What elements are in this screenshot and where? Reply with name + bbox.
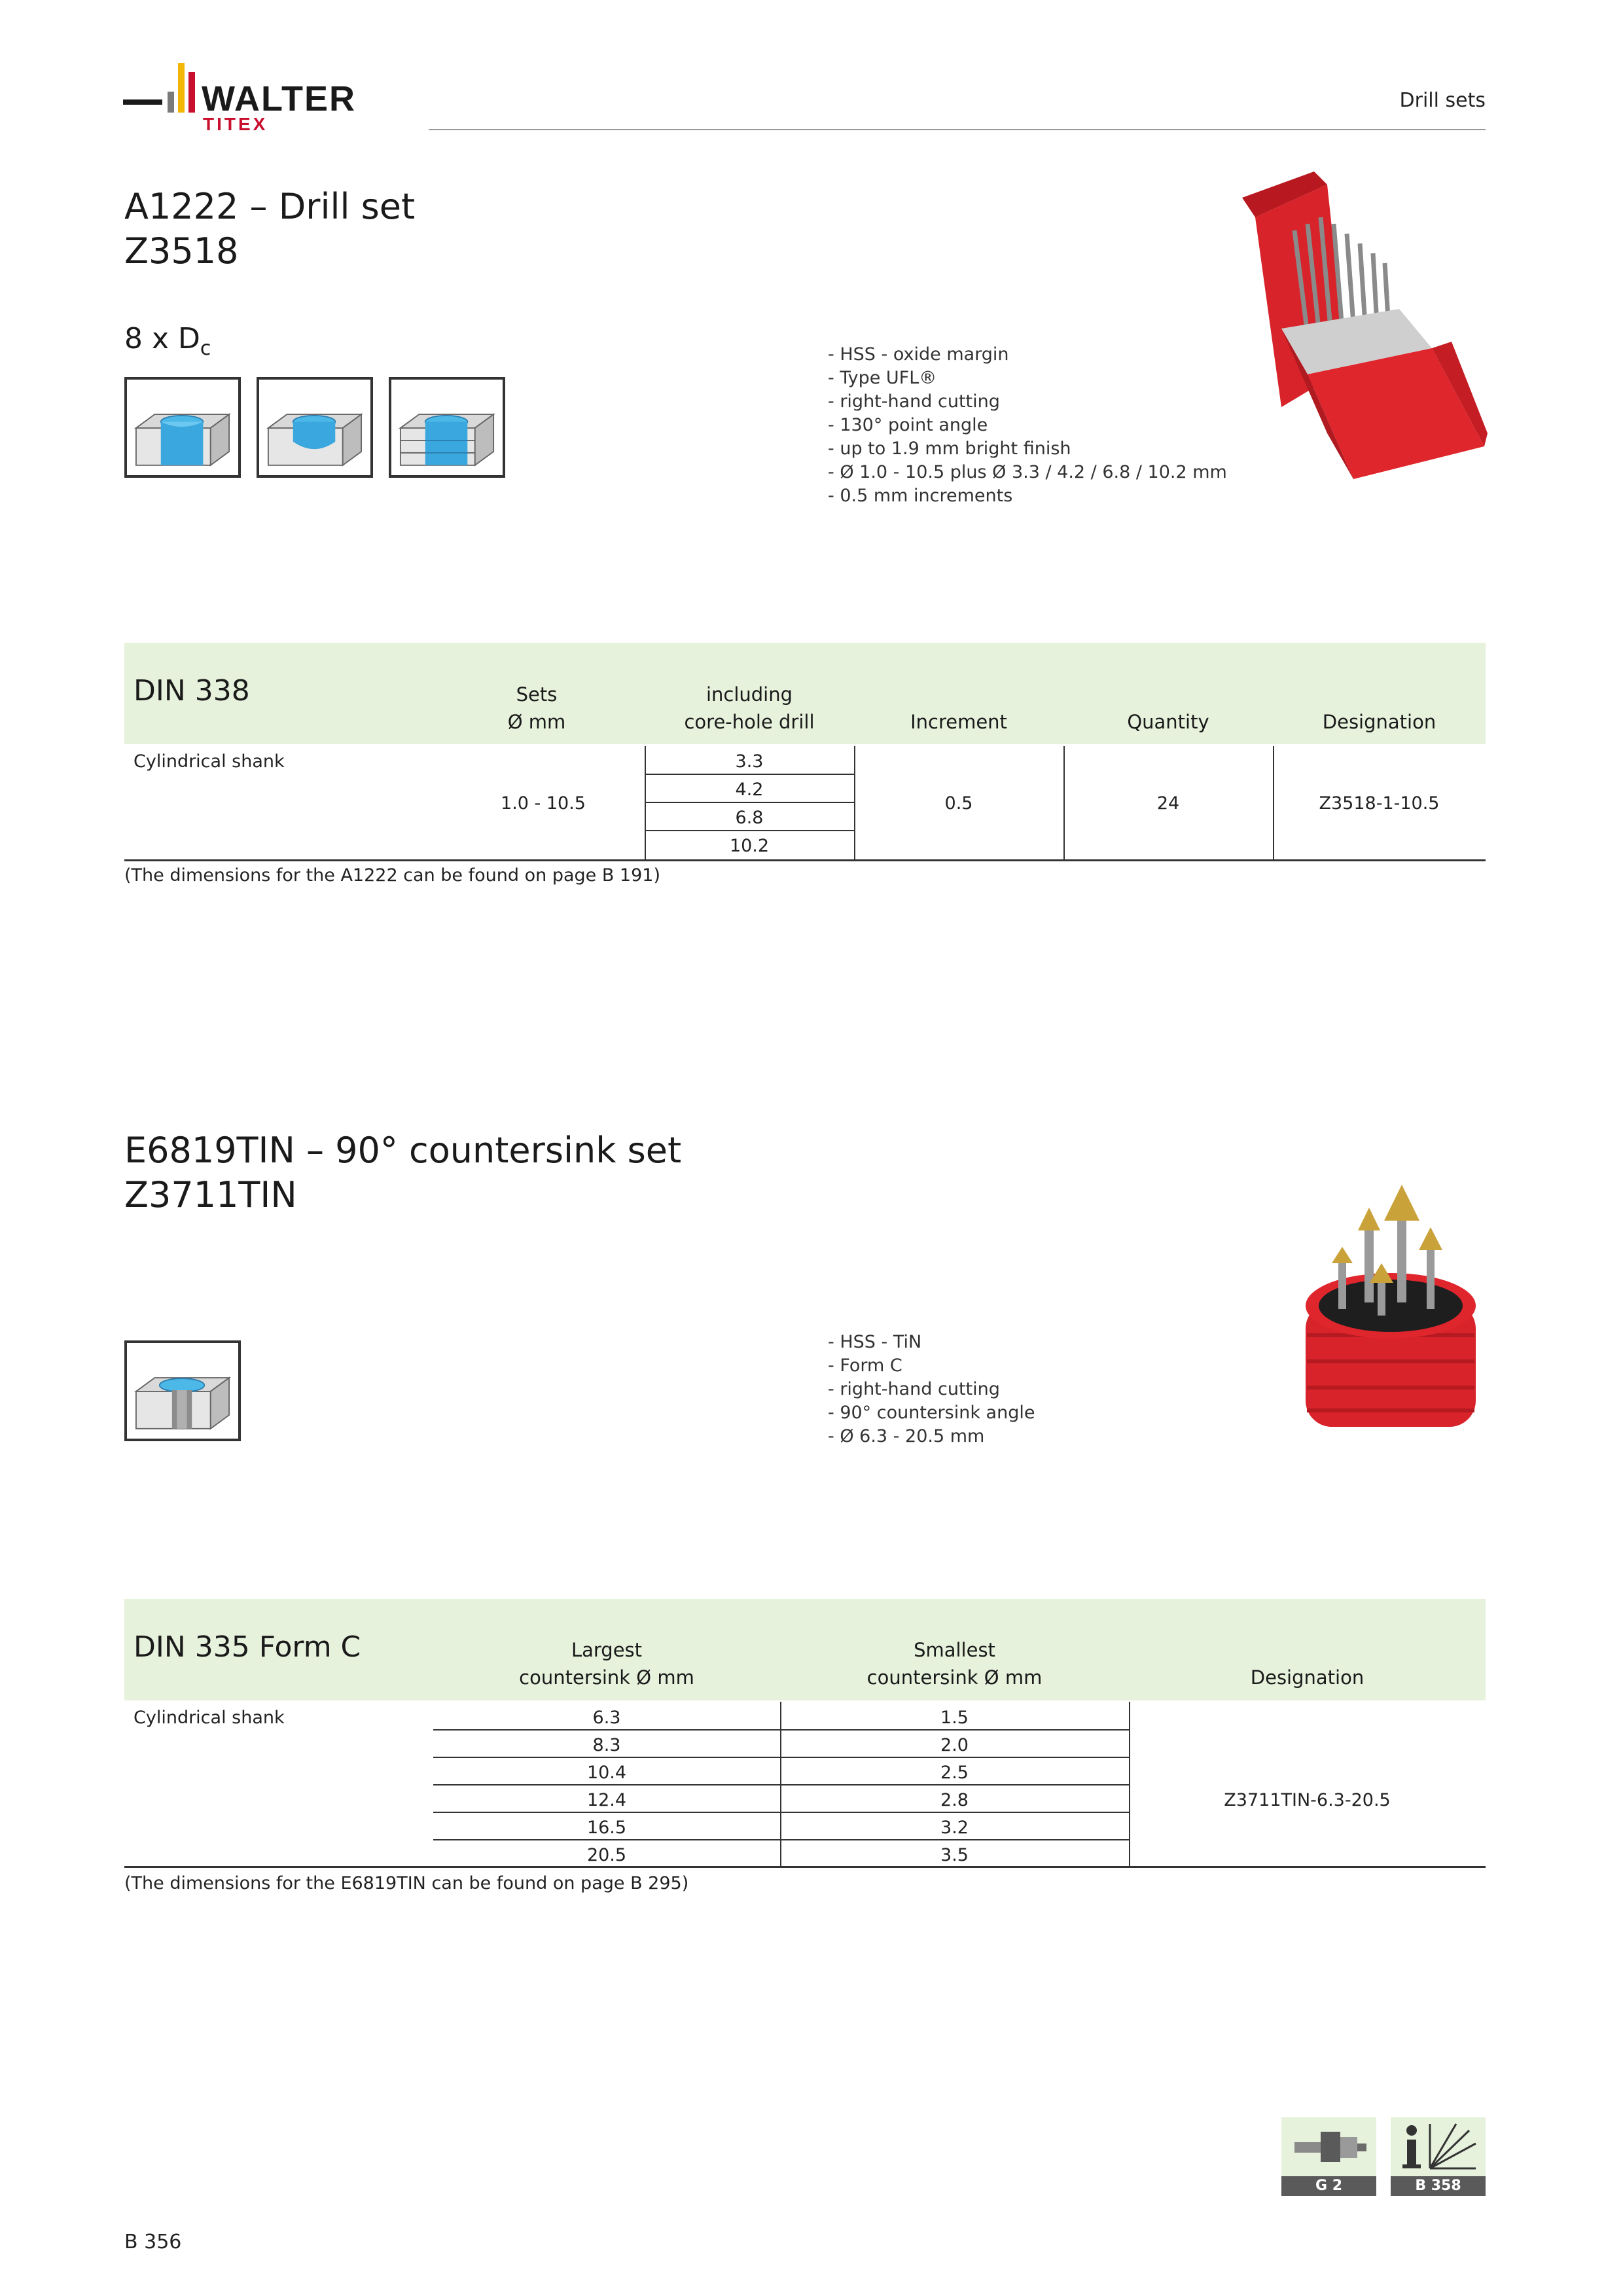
table2-row-divider [433,1784,1129,1785]
col-header-largest [433,1636,780,1691]
tool-holder-icon [1281,2117,1376,2176]
info-chart-icon [1391,2117,1486,2176]
set2-title-line2: Z3711TIN [124,1174,297,1215]
ref-label-g2: G 2 [1281,2176,1376,2196]
sets-value: 1.0 - 10.5 [501,793,586,814]
list-item: - Type UFL® [828,367,1227,390]
core-hole-value: 4.2 [735,780,764,800]
col-header-sets-l2: Ø mm [507,711,566,733]
col-header-smallest [780,1636,1129,1691]
core-hole-value: 10.2 [729,836,770,856]
largest-value: 12.4 [586,1790,627,1810]
table1-row-divider [645,774,854,775]
list-item: - 90° countersink angle [828,1401,1035,1425]
list-item: - right-hand cutting [828,390,1227,414]
countersink-icon [124,1340,241,1441]
smallest-value: 2.8 [940,1790,969,1810]
col-header-designation: Designation [1322,711,1436,733]
depth-prefix: 8 x D [124,322,200,355]
set1-depth-label [124,322,211,360]
col-header-largest-l1: Largest [571,1639,643,1661]
table1-bottom-rule [124,859,1486,861]
drill-set-case-image [1236,171,1488,492]
designation-value: Z3518-1-10.5 [1319,793,1440,814]
largest-value: 16.5 [586,1818,627,1838]
set1-feature-list [828,343,1227,508]
largest-value: 6.3 [592,1708,621,1728]
list-item: - 0.5 mm increments [828,484,1227,508]
largest-value: 20.5 [586,1845,627,1865]
list-item: - Ø 6.3 - 20.5 mm [828,1425,1035,1448]
smallest-value: 3.2 [940,1818,969,1838]
set1-title [124,185,415,274]
set1-title-line1: A1222 – Drill set [124,186,416,227]
header-divider [429,129,1486,130]
list-item: - HSS - TiN [828,1331,1035,1354]
set2-title [124,1128,681,1217]
header-section-label: Drill sets [1399,89,1486,112]
list-item: - 130° point angle [828,414,1227,437]
largest-value: 10.4 [586,1763,627,1783]
ref-tile-g2[interactable] [1281,2117,1376,2196]
col-header-core-hole-l2: core-hole drill [684,711,815,733]
stacked-plates-icon [389,377,505,478]
ref-label-b358: B 358 [1391,2176,1486,2196]
col-header-quantity: Quantity [1127,711,1209,733]
shank-type: Cylindrical shank [134,751,285,772]
set2-note: (The dimensions for the E6819TIN can be found on page B 295) [124,1873,689,1893]
smallest-value: 2.5 [940,1763,969,1783]
blind-hole-icon [257,377,373,478]
through-hole-icon [124,377,241,478]
col-header-sets [471,681,602,736]
col-header-designation: Designation [1250,1666,1364,1689]
core-hole-value: 3.3 [735,751,764,772]
table2-row-divider [433,1839,1129,1840]
list-item: - HSS - oxide margin [828,343,1227,367]
countersink-set-image [1299,1172,1482,1446]
depth-sub: c [200,336,211,360]
designation-value: Z3711TIN-6.3-20.5 [1224,1790,1391,1810]
col-header-largest-l2: countersink Ø mm [519,1666,694,1689]
quantity-value: 24 [1156,793,1180,814]
table1-row-divider [645,830,854,831]
logo-text-walter: WALTER [202,79,356,118]
table1-title: DIN 338 [134,674,250,708]
table2-row-divider [433,1757,1129,1758]
table2-title: DIN 335 Form C [134,1630,361,1664]
table2-row-divider [433,1729,1129,1731]
shank-type: Cylindrical shank [134,1708,285,1728]
set1-note: (The dimensions for the A1222 can be found on page B 191) [124,865,661,886]
set2-title-line1: E6819TIN – 90° countersink set [124,1130,682,1171]
table2-divider [1129,1702,1130,1867]
smallest-value: 1.5 [940,1708,969,1728]
walter-titex-logo [123,59,404,137]
col-header-smallest-l1: Smallest [914,1639,995,1661]
core-hole-value: 6.8 [735,808,764,828]
col-header-smallest-l2: countersink Ø mm [866,1666,1043,1689]
list-item: - Form C [828,1354,1035,1378]
col-header-core-hole-l1: including [705,683,793,706]
set2-feature-list [828,1331,1035,1448]
col-header-core-hole [645,681,854,736]
table2-row-divider [433,1812,1129,1813]
table2-bottom-rule [124,1866,1486,1868]
list-item: - right-hand cutting [828,1378,1035,1401]
col-header-increment: Increment [910,711,1007,733]
logo-text-titex: TITEX [203,114,268,134]
col-header-sets-l1: Sets [516,683,558,706]
list-item: - up to 1.9 mm bright finish [828,437,1227,461]
increment-value: 0.5 [944,793,973,814]
smallest-value: 2.0 [940,1735,969,1755]
list-item: - Ø 1.0 - 10.5 plus Ø 3.3 / 4.2 / 6.8 / 10.2 mm [828,461,1227,484]
page-number: B 356 [124,2231,182,2253]
largest-value: 8.3 [592,1735,621,1755]
set1-title-line2: Z3518 [124,230,239,272]
table1-row-divider [645,802,854,803]
smallest-value: 3.5 [940,1845,969,1865]
ref-tile-b358[interactable] [1391,2117,1486,2196]
